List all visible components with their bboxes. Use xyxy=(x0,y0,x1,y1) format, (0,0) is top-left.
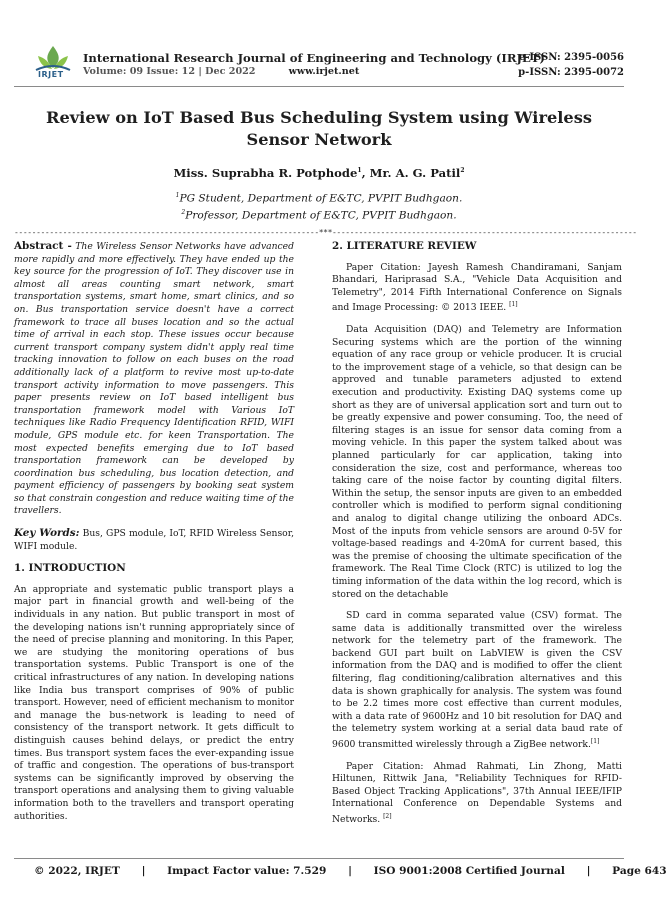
header-divider xyxy=(14,86,624,87)
abstract-label: Abstract - xyxy=(14,240,72,252)
citation-paragraph-1: Paper Citation: Jayesh Ramesh Chandiramani, Sanjam Bhandari, Hariprasad S.A., "Vehicle Data Acquisition and Telemetry", 2014 Fifth International Conference on Signals and Image Processing: © 2013 IEEE. [1] xyxy=(332,261,622,314)
footer-sep-3: | xyxy=(586,865,591,877)
reference-1[interactable]: [1] xyxy=(509,301,518,309)
page-footer xyxy=(34,865,667,877)
paper-title: Review on IoT Based Bus Scheduling System using Wireless Sensor Network xyxy=(46,108,592,149)
volume-issue: Volume: 09 Issue: 12 | Dec 2022 xyxy=(83,66,256,77)
footer-page: Page 643 xyxy=(612,865,667,877)
citation-paragraph-2: Paper Citation: Ahmad Rahmati, Lin Zhong, Matti Hiltunen, Rittwik Jana, "Reliability Techniques for RFID-Based Object Tracking Applications", 37th Annual IEEE/IFIP International Conference on Dependable Systems and Networks. [2] xyxy=(332,760,622,826)
paper-authors: Miss. Suprabha R. Potphode$^1$, Mr. A. G. Patil$^2$ xyxy=(173,166,465,180)
website-link[interactable]: www.irjet.net xyxy=(288,66,360,77)
footer-divider xyxy=(14,858,624,859)
footer-impact: Impact Factor value: 7.529 xyxy=(167,865,327,877)
footer-sep-2: | xyxy=(348,865,352,877)
literature-heading: 2. LITERATURE REVIEW xyxy=(332,240,477,252)
page-header xyxy=(0,0,638,90)
keywords xyxy=(14,527,294,553)
body-paragraph-1: Data Acquisition (DAQ) and Telemetry are Information Securing systems which are the portion of the winning equation of any race group or vehicle producer. It is crucial to the improvement stage of a vehicle, so that design can be approved and tunable parameters adjusted to extend execution and productivity. Existing DAQ systems come up short as they are of universal application sort and turn out to be greatly expensive and power consuming. Too, the need of filtering stages is an issue for sensor data coming from a moving vehicle. In this paper the system talked about was planned particularly for car application, taking into consideration the size, cost and performance, whereas too taking care of the noise factor by counting digital filters. Within the setup, the sensor inputs are given to an embedded controller which is modified to perform signal conditioning and analog to digital change utilizing the onboard ADCs. Most of the inputs from vehicle sensors are around 0-5V for voltage-based readings and 4-20mA for current based, this was the premise of choosing the ultimate specification of the framework. The Real Time Clock (RTC) is utilized to log the timing information of the data within the log record, which is stored on the detachable xyxy=(332,324,622,600)
footer-copyright: © 2022, IRJET xyxy=(34,865,120,877)
pissn: p-ISSN: 2395-0072 xyxy=(518,67,624,78)
eissn: e-ISSN: 2395-0056 xyxy=(518,52,624,63)
journal-name: International Research Journal of Engineering and Technology (IRJET) xyxy=(83,51,545,65)
section-separator: ---------------------------------------------------------------------***--------------------------------------------------------------------- xyxy=(14,228,637,237)
intro-heading: 1. INTRODUCTION xyxy=(14,562,126,575)
keywords-text: Bus, GPS module, IoT, RFID Wireless Sensor, WIFI module. xyxy=(14,528,294,552)
footer-iso: ISO 9001:2008 Certified Journal xyxy=(373,865,565,877)
affiliation-1: $^1$PG Student, Department of E&TC, PVPIT Budhgaon. xyxy=(175,192,463,205)
affiliation-2: $^2$Professor, Department of E&TC, PVPIT Budhgaon. xyxy=(181,209,457,222)
issue-meta xyxy=(83,66,359,77)
abstract-text: The Wireless Sensor Networks have advanced more rapidly and more effectively. They have ended up the key source for the progression of IoT. They discover use in almost all areas counting smart network, smart transportation systems, smart home, smart clinics, and so on. Bus transportation service doesn't have a correct framework to trace all buses location and so the actual time of arrival in each stop. These issues occur because current transport company system didn't apply real time tracking innovation to follow on each buses on the road additionally lack of a platform to revive most up-to-date transport activity information to move passengers. This paper presents review on IoT based intelligent bus transportation framework model with Various IoT techniques like Radio Frequency Identification RFID, WIFI module, GPS module etc. for keen Transportation. The most expected benefits emerging due to IoT based transportation framework can be developed by coordination bus scheduling, bus location detection, and payment efficiency of passengers by booking seat system so that constrain congestion and reduce waiting time of the travellers. xyxy=(14,241,294,517)
irjet-logo-icon xyxy=(30,42,76,88)
footer-sep-1: | xyxy=(141,865,146,877)
body-paragraph-2: SD card in comma separated value (CSV) format. The same data is additionally transmitted over the wireless network for the telemetry part of the framework. The backend GUI part built on LabVIEW is given the CSV information from the DAQ and is modified to offer the client filtering, flag conditioning/calibration alternatives and this data is shown graphically for analysis. The system was found to be 2.2 times more cost effective than current modules, with a data rate of 9600Hz and 10 bit resolution for DAQ and the telemetry system working at a serial data baud rate of 9600 transmitted wirelessly through a ZigBee network.[1] xyxy=(332,610,622,751)
right-column xyxy=(332,240,622,836)
abstract xyxy=(14,240,294,518)
left-column xyxy=(14,240,294,832)
keywords-label: Key Words: xyxy=(14,527,80,540)
reference-1b[interactable]: [1] xyxy=(590,738,600,746)
reference-2[interactable]: [2] xyxy=(383,813,392,821)
logo-text: IRJET xyxy=(38,70,64,79)
intro-paragraph: An appropriate and systematic public transport plays a major part in financial growth and well-being of the individuals in any nation. But public transport in most of the developing nations isn't running appropriately since of the need of precise planning and monitoring. In this Paper, we are studying the monitoring operations of bus transportation systems. Public Transport is one of the critical infrastructures of any nation. In developing nations like India bus transport comprises of 90% of public transport. However, need of efficient mechanism to monitor and manage the bus-network is leading to need of consistency of the transport network. It gets difficult to distinguish causes behind delays, or predict the entry times. Bus transport system faces the ever-expanding issue of traffic and congestion. The operations of bus-transport systems can be significantly improved by observing the transport operations and analysing them to giving valuable information both to the travellers and transport operating authorities. xyxy=(14,583,294,822)
